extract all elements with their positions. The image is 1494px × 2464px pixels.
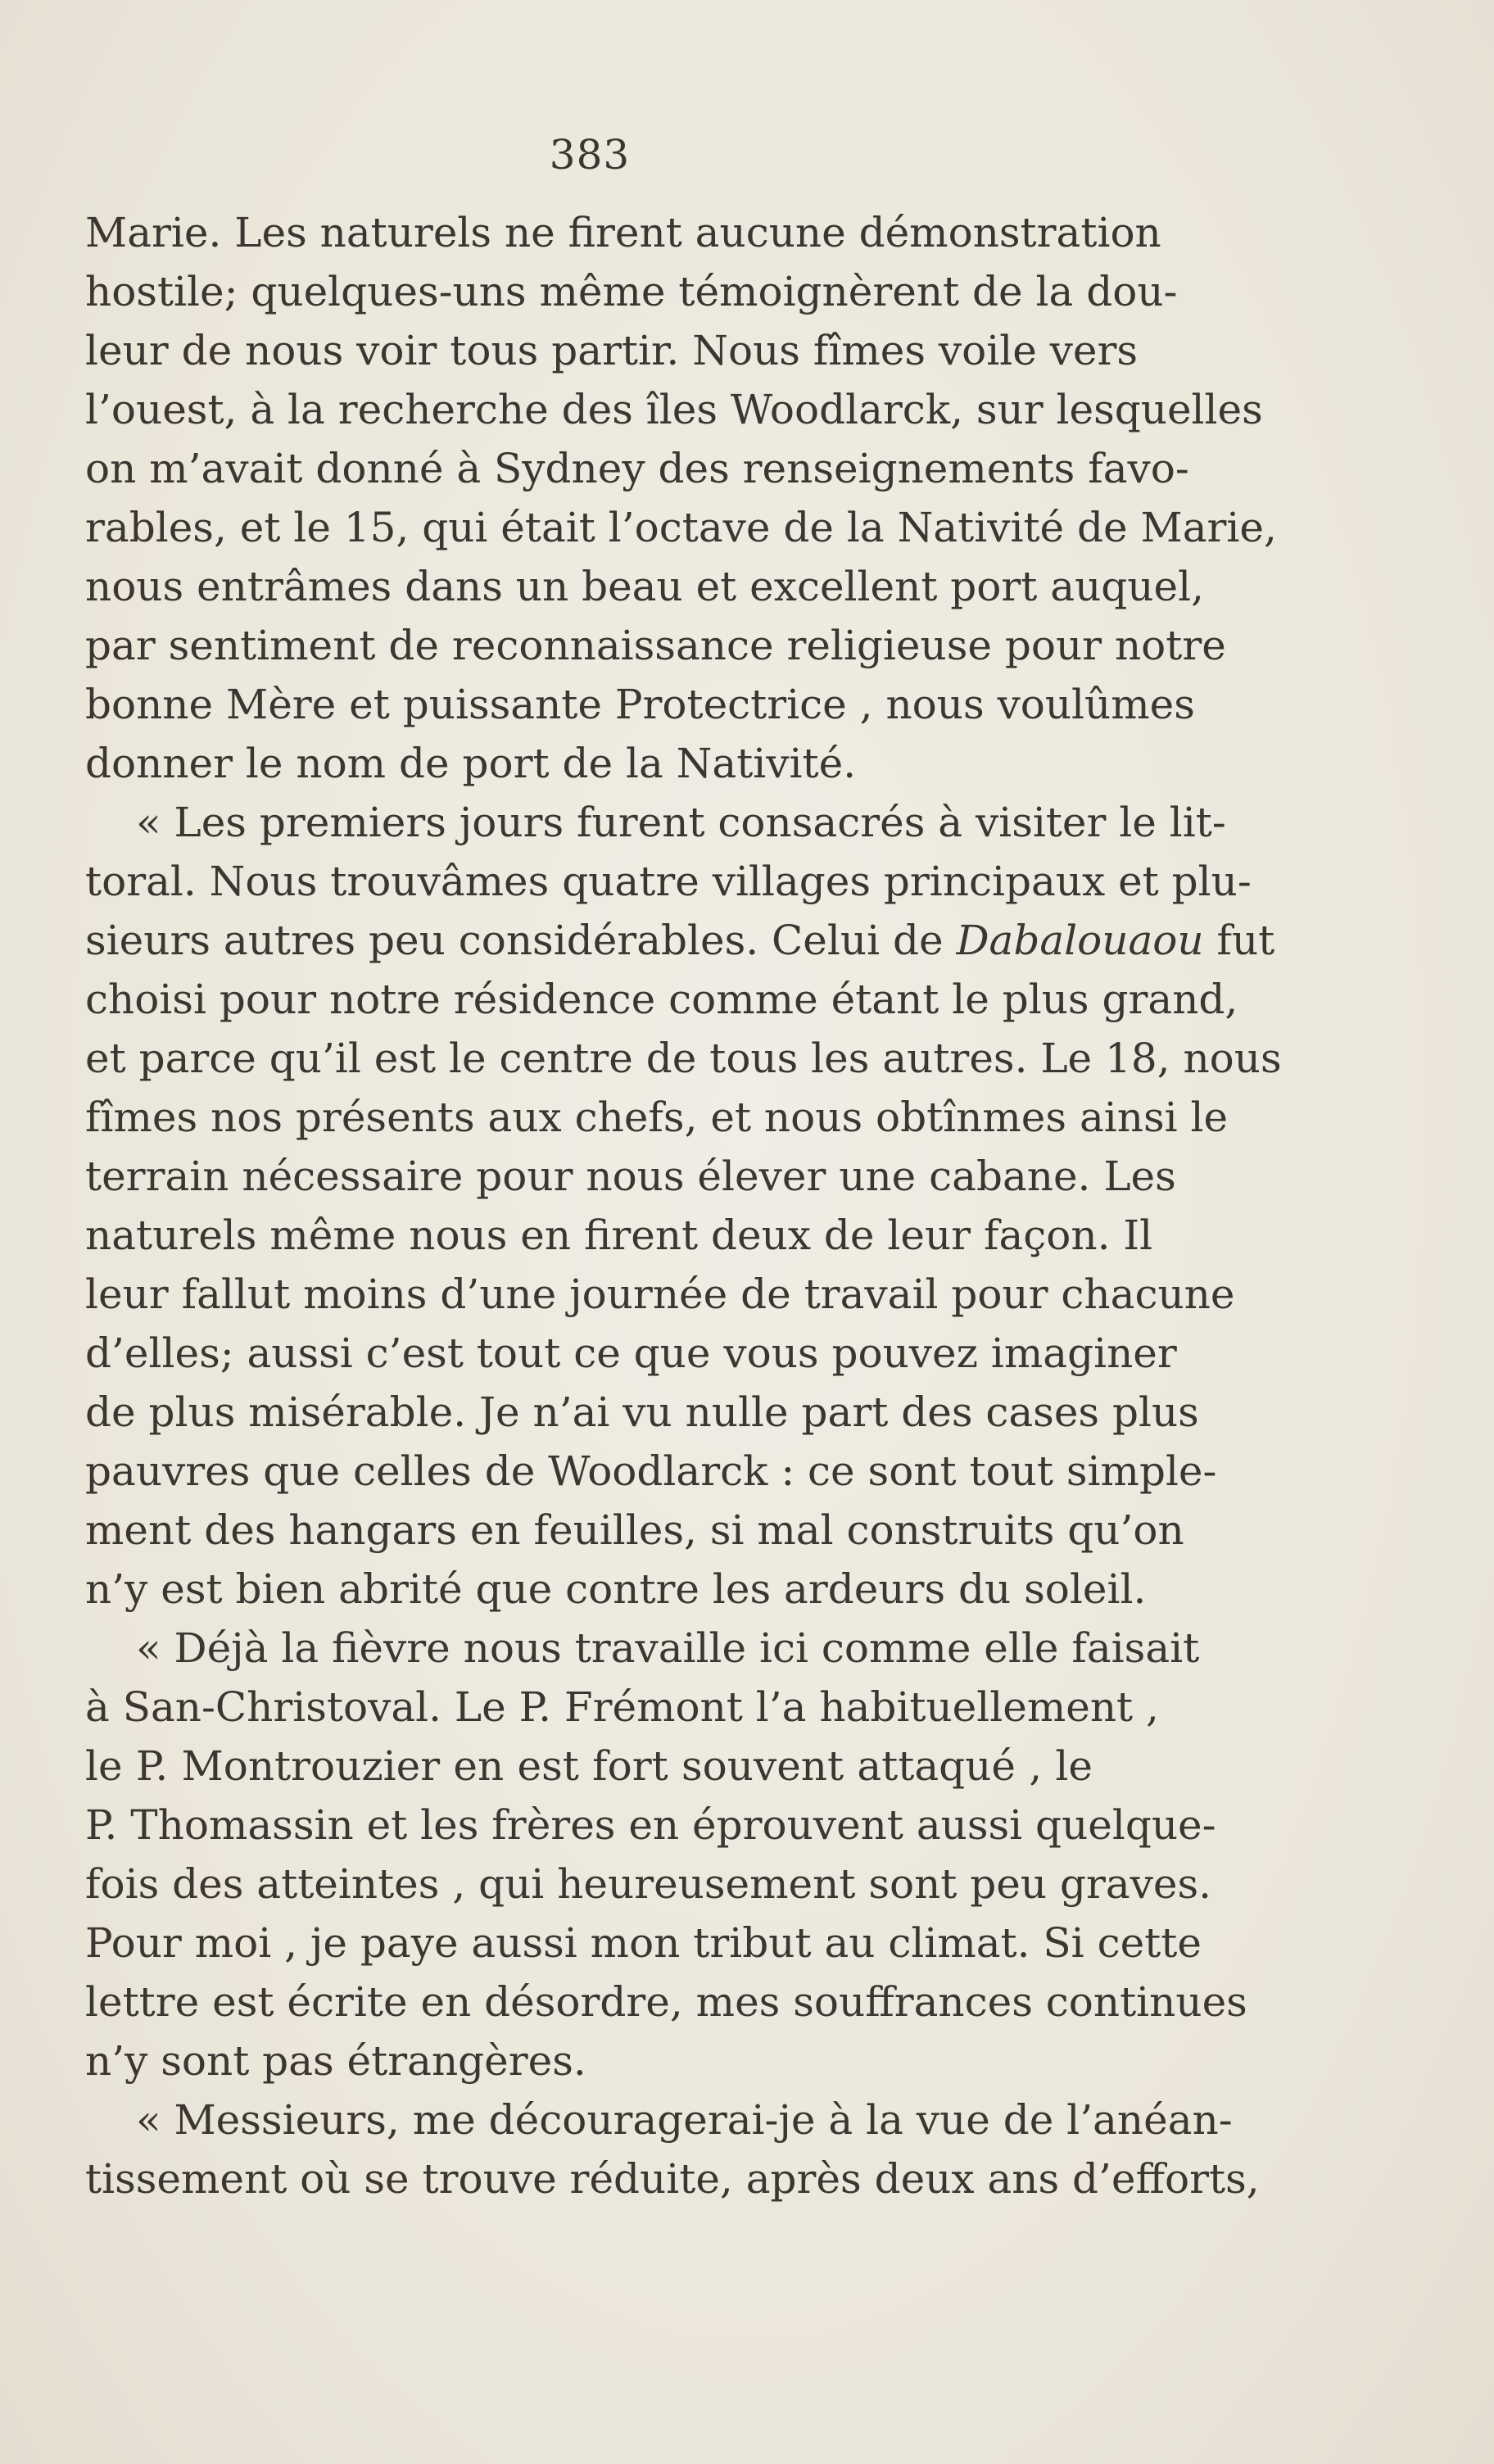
text-line: naturels même nous en firent deux de leur façon. Il (85, 1212, 1153, 1259)
text-line: donner le nom de port de la Nativité. (85, 740, 857, 787)
text-line: toral. Nous trouvâmes quatre villages principaux et plu- (85, 858, 1252, 905)
text-line: leur fallut moins d’une journée de travail pour chacune (85, 1270, 1235, 1318)
text-line: d’elles; aussi c’est tout ce que vous pouvez imaginer (85, 1329, 1177, 1377)
text-line: P. Thomassin et les frères en éprouvent aussi quelque- (85, 1801, 1216, 1849)
text-line: nous entrâmes dans un beau et excellent port auquel, (85, 563, 1204, 610)
text-segment: sieurs autres peu considérables. Celui de (85, 917, 957, 964)
text-line: l’ouest, à la recherche des îles Woodlarck, sur lesquelles (85, 386, 1263, 433)
text-line: n’y sont pas étrangères. (85, 2037, 586, 2085)
text-line: de plus misérable. Je n’ai vu nulle part des cases plus (85, 1388, 1199, 1436)
paragraph (85, 203, 1277, 793)
text-line: choisi pour notre résidence comme étant le plus grand, (85, 976, 1238, 1023)
text-line: « Messieurs, me découragerai-je à la vue de l’anéan- (136, 2096, 1233, 2144)
text-line: bonne Mère et puissante Protectrice , nous voulûmes (85, 681, 1195, 728)
text-body (85, 203, 1282, 2208)
text-line-with-italic (85, 911, 1275, 970)
paragraph (85, 793, 1282, 1619)
text-segment: fut (1203, 917, 1275, 964)
text-line: fîmes nos présents aux chefs, et nous obtînmes ainsi le (85, 1094, 1229, 1141)
text-line: terrain nécessaire pour nous élever une cabane. Les (85, 1153, 1176, 1200)
text-line: on m’avait donné à Sydney des renseignements favo- (85, 445, 1189, 492)
text-line: pauvres que celles de Woodlarck : ce sont tout simple- (85, 1447, 1217, 1495)
text-line: hostile; quelques-uns même témoignèrent de la dou- (85, 268, 1178, 315)
text-line: rables, et le 15, qui était l’octave de la Nativité de Marie, (85, 504, 1277, 551)
text-line: fois des atteintes , qui heureusement sont peu graves. (85, 1860, 1212, 1908)
paragraph (85, 2090, 1260, 2208)
text-line: par sentiment de reconnaissance religieuse pour notre (85, 622, 1226, 669)
text-line: et parce qu’il est le centre de tous les autres. Le 18, nous (85, 1035, 1282, 1082)
text-line: « Déjà la fièvre nous travaille ici comme elle faisait (136, 1624, 1200, 1672)
text-line: lettre est écrite en désordre, mes souffrances continues (85, 1978, 1247, 2026)
italic-place-name: Dabalouaou (956, 917, 1204, 964)
text-line: « Les premiers jours furent consacrés à visiter le lit- (136, 799, 1226, 846)
text-line: Pour moi , je paye aussi mon tribut au climat. Si cette (85, 1919, 1202, 1967)
text-line: à San-Christoval. Le P. Frémont l’a habituellement , (85, 1683, 1159, 1731)
paragraph (85, 1619, 1247, 2090)
text-line: Marie. Les naturels ne firent aucune démonstration (85, 209, 1161, 256)
text-line: ment des hangars en feuilles, si mal construits qu’on (85, 1506, 1184, 1554)
text-line: le P. Montrouzier en est fort souvent attaqué , le (85, 1742, 1093, 1790)
text-line: leur de nous voir tous partir. Nous fîmes voile vers (85, 327, 1139, 374)
text-line: tissement où se trouve réduite, après deux ans d’efforts, (85, 2155, 1260, 2203)
text-line: n’y est bien abrité que contre les ardeurs du soleil. (85, 1565, 1147, 1613)
page-number: 383 (549, 131, 631, 179)
